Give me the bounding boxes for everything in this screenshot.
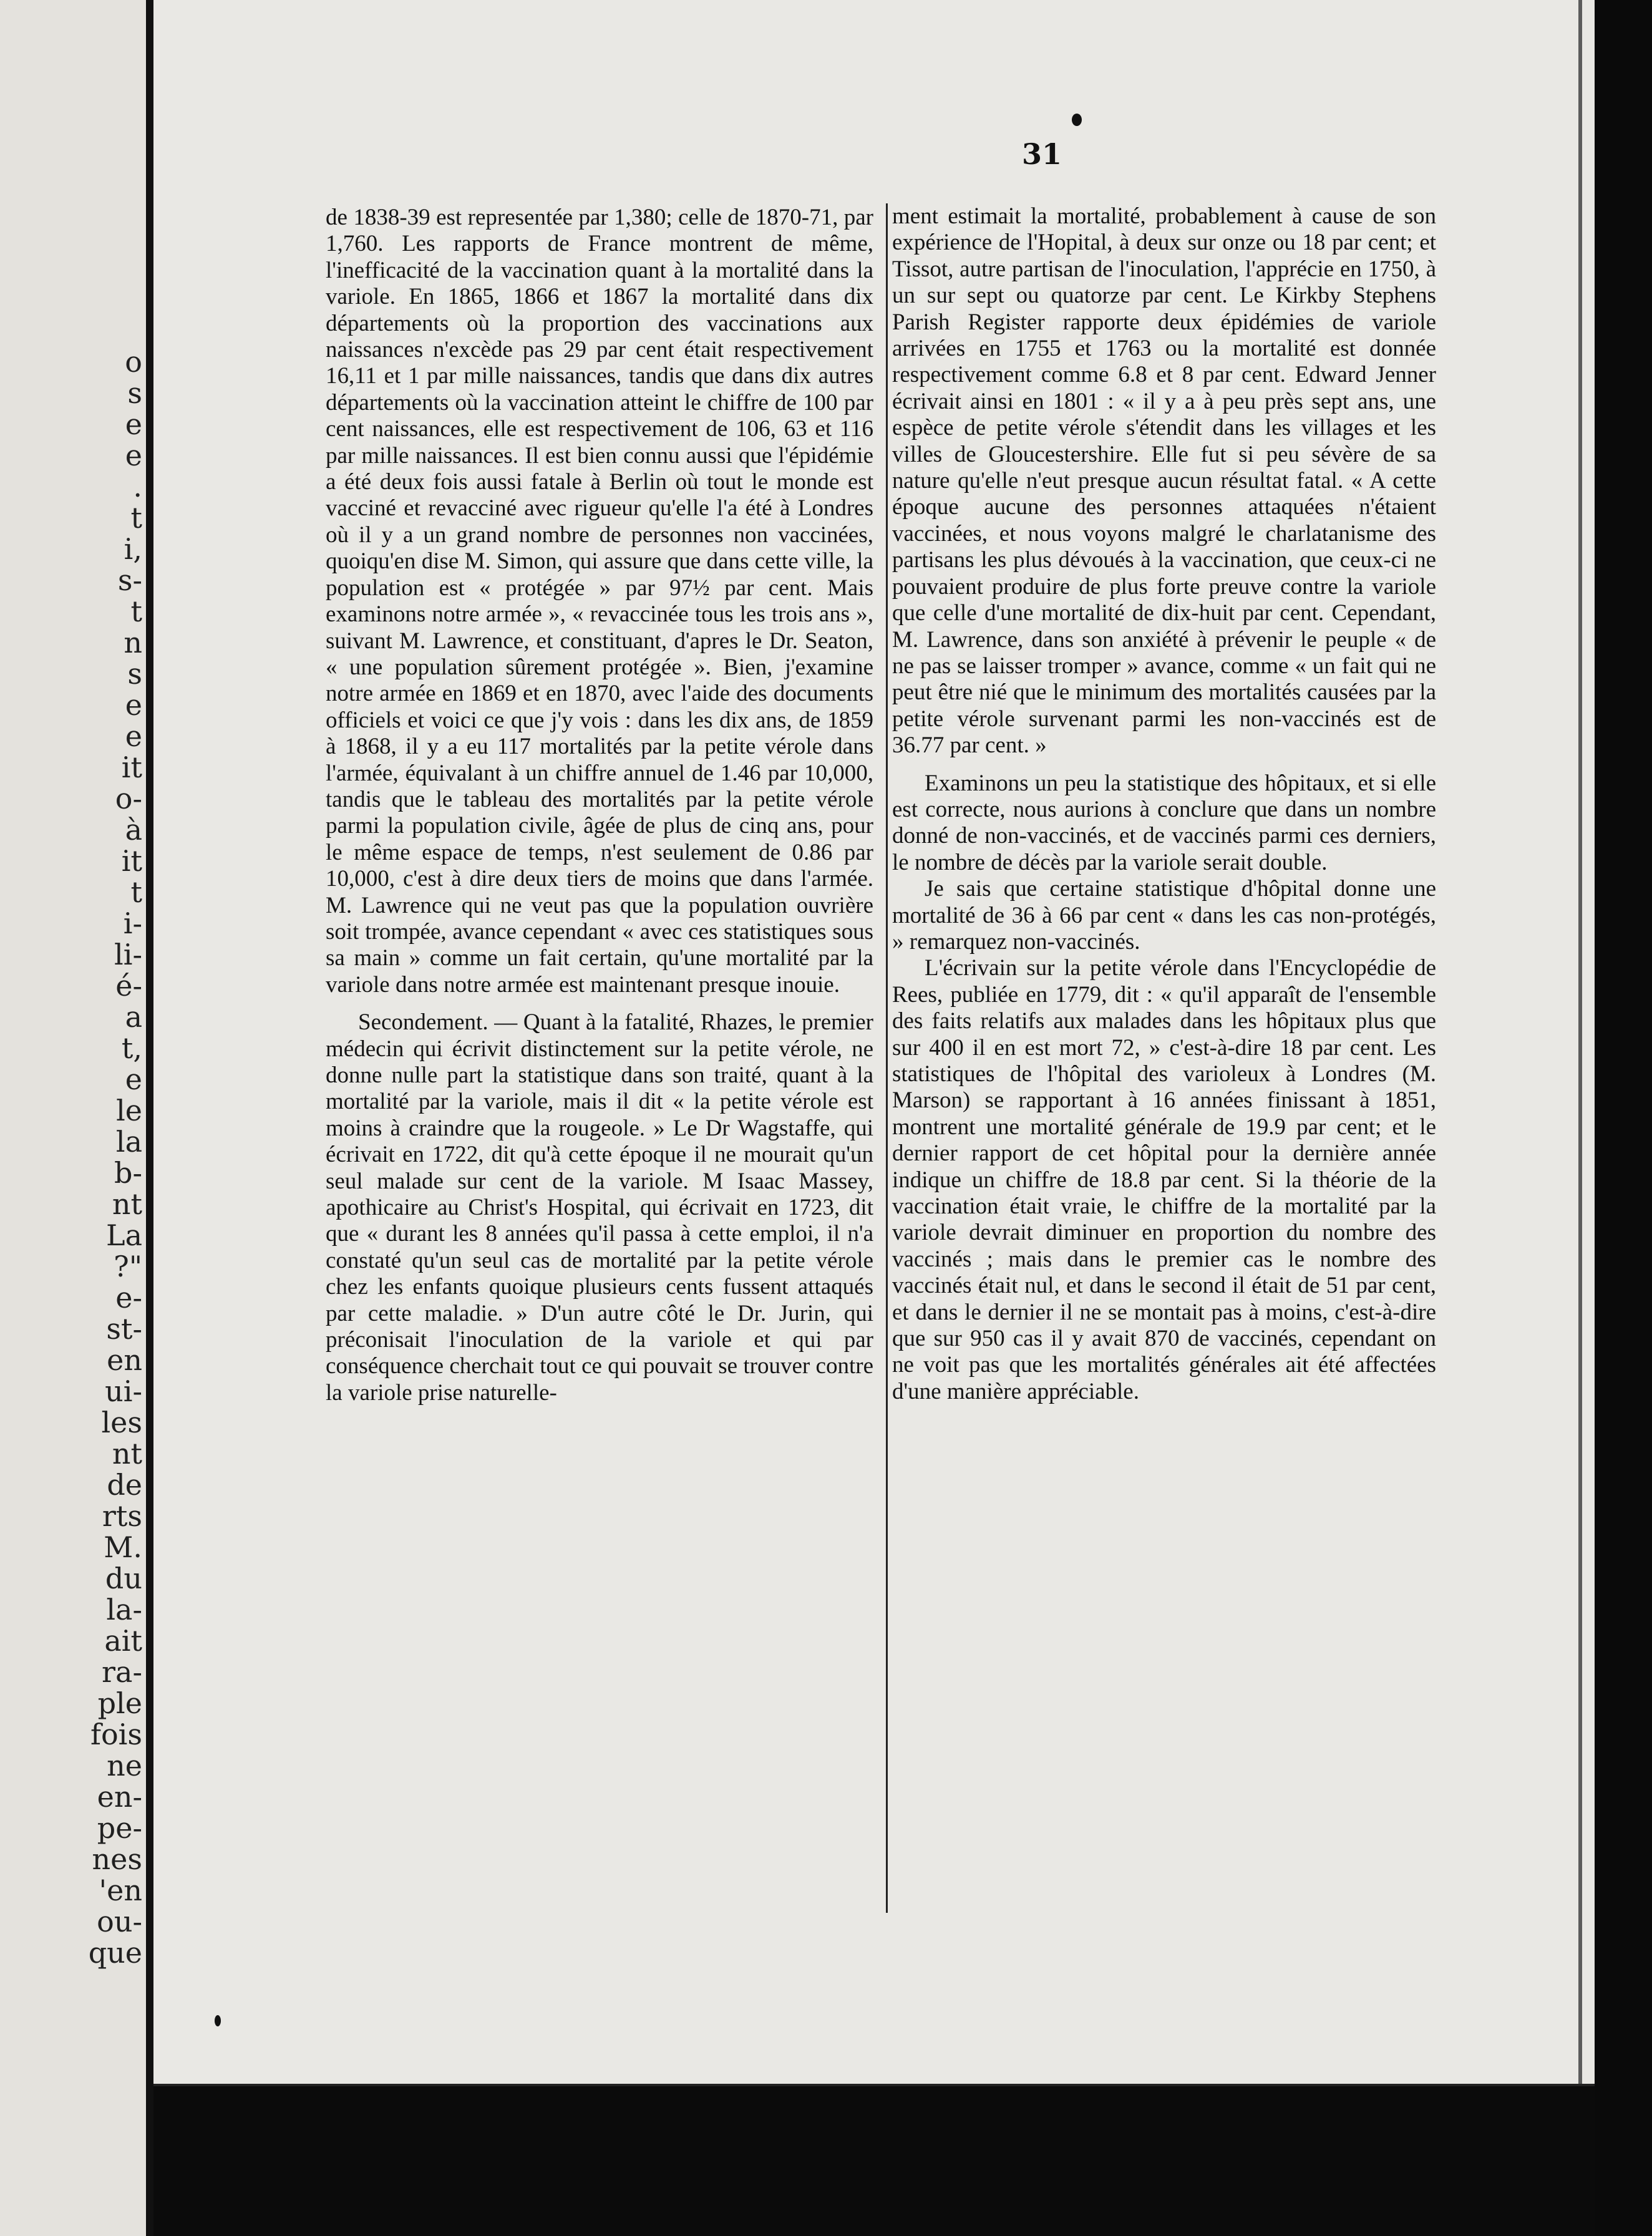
page-gutter-shadow [146,0,153,2236]
paragraph: L'écrivain sur la petite vérole dans l'Encyclopédie de Rees, publiée en 1779, dit : « qu'il apparaît de l'ensemble des faits relatifs aux malades dans les hôpitaux plus que sur 400 il en est mort 72, » c'est-à-dire 18 par cent. Les statistiques de l'hôpital des varioleux à Londres (M. Marson) se rapportant à 16 années finissant à 1851, montrent une mortalité générale de 19.9 par cent; et le dernier rapport de cet hôpital pour la dernière année indique un chiffre de 18.8 par cent. Si la théorie de la vaccination était vraie, le chiffre de la mortalité par la variole devrait diminuer en proportion du nombre des vaccinés ; mais dans le premier cas le nombre des vaccinés était nul, et dans le second il était de 51 par cent, et dans le dernier il ne se montait pas à moins, c'est-à-dire que sur 950 cas il y avait 870 de vaccinés, cependant on ne voit pas que les mortalités générales ait été affectées d'une manière appréciable. [892,955,1436,1404]
fragment-text: ple [97,1686,142,1720]
fragment-text: n [124,626,142,659]
fragment-text: e- [115,1281,142,1315]
right-text-column [892,203,1436,1405]
fragment-text: M. [104,1530,142,1564]
fragment-text: ne [107,1749,142,1782]
fragment-text: s [127,657,142,691]
paragraph: ment estimait la mortalité, probablement à cause de son expérience de l'Hopital, à deux sur onze ou 18 par cent; et Tissot, autre partisan de l'inoculation, l'apprécie en 1750, à un sur sept ou quatorze par cent. Le Kirkby Stephens Parish Register rapporte deux épidémies de variole arrivées en 1755 et 1763 ou la mortalité est donnée respectivement comme 6.8 et 8 par cent. Edward Jenner écrivait ainsi en 1801 : « il y a à peu près sept ans, une espèce de petite vérole s'étendit dans les villages et les villes de Gloucestershire. Elle fut si peu sévère de sa nature qu'elle n'eut presque aucun résultat fatal. « A cette époque aucune des personnes attaquées n'étaient vaccinées, et nous voyons malgré le charlatanisme des partisans les plus dévoués à la vaccination, que ceux-ci ne pouvaient produire de plus forte preuve contre la variole que celle d'une mortalité de dix-huit par cent. Cependant, M. Lawrence, dans son anxiété à prévenir le peuple « de ne pas se laisser tromper » avance, comme « un fait qui ne peut être nié que le minimum des mortalités causées par la petite vérole survenant parmi les non-vaccinés est de 36.77 par cent. » [892,203,1436,759]
paragraph: Examinons un peu la statistique des hôpitaux, et si elle est correcte, nous aurions à conclure que dans un nombre donné de non-vaccinés, et de vaccinés parmi ces derniers, le nombre de décès par la variole serait double. [892,770,1436,875]
fragment-text: ui- [105,1374,142,1408]
fragment-text: en- [97,1780,142,1814]
fragment-text: st- [106,1312,142,1346]
fragment-text: la- [106,1593,142,1626]
fragment-text: que [88,1936,142,1970]
fragment-text: it [121,751,142,784]
fragment-text: ?" [114,1250,142,1283]
previous-page-text-fragments [88,0,142,2236]
fragment-text: en [107,1343,142,1377]
fragment-text: t [130,875,142,909]
left-text-column [326,205,873,1406]
fragment-text: rts [102,1499,142,1533]
fragment-text: les [101,1406,142,1439]
column-divider [886,203,888,1913]
fragment-text: s- [117,563,142,597]
fragment-text: la [115,1125,142,1159]
fragment-text: t [130,501,142,535]
ink-spot [1072,114,1082,126]
fragment-text: e [125,439,142,472]
fragment-text: i, [124,532,142,566]
paragraph: de 1838-39 est representée par 1,380; celle de 1870-71, par 1,760. Les rapports de France montrent de même, l'inefficacité de la vaccination quant à la mortalité dans la variole. En 1865, 1866 et 1867 la mortalité dans dix départements où la proportion des vaccinations aux naissances n'excède pas 29 par cent était respectivement 16,11 et 1 par mille naissances, tandis que dans dix autres départements où la vaccination atteint le chiffre de 100 par cent naissances, elle est respectivement de 106, 63 et 116 par mille naissances. Il est bien connu aussi que l'épidémie a été deux fois aussi fatale à Berlin où tout le monde est vacciné et revacciné avec rigueur qu'elle l'a été à Londres où il y a un grand nombre de personnes non vaccinées, quoiqu'en dise M. Simon, qui assure que dans cette ville, la population est « protégée » par 97½ par cent. Mais examinons notre armée », « revaccinée tous les trois ans », suivant M. Lawrence, et constituant, d'apres le Dr. Seaton, « une population sûrement protégée ». Bien, j'examine notre armée en 1869 et en 1870, avec l'aide des documents officiels et voici ce que j'y vois : dans les dix ans, de 1859 à 1868, il y a eu 117 mortalités par la petite vérole dans l'armée, équivalant à un chiffre annuel de 1.46 par 10,000, tandis que le tableau des mortalités par la petite vérole parmi la population civile, âgée de plus de cinq ans, pour le même espace de temps, n'est seulement de 0.86 par 10,000, c'est à dire deux tiers de moins que dans l'armée. M. Lawrence qui ne veut pas que la population ouvrière soit trompée, avance cependant « avec ces statistiques sous sa main » comme un fait certain, qu'une mortalité par la variole dans notre armée est maintenant presque inouie. [326,205,873,998]
fragment-text: o- [115,782,142,815]
fragment-text: à [125,813,142,847]
fragment-text: 'en [99,1874,142,1907]
fragment-text: e [125,719,142,753]
fragment-text: de [107,1468,142,1502]
paragraph: Secondement. — Quant à la fatalité, Rhazes, le premier médecin qui écrivit distinctement sur la petite vérole, ne donne nulle part la statistique dans son traité, quant à la mortalité par la variole, mais il dit « la petite vérole est moins à craindre que la rougeole. » Le Dr Wagstaffe, qui écrivait en 1722, dit qu'à cette époque il ne mourait qu'un seul malade sur cent de la variole. M Isaac Massey, apothicaire au Christ's Hospital, qui écrivait en 1723, dit que « durant les 8 années qu'il passa à cette emploi, il n'a constaté qu'un seul cas de mortalité par la petite vérole chez les enfants quoique plusieurs cents fussent attaqués par cette maladie. » D'un autre côté le Dr. Jurin, qui préconisait l'inoculation de la variole et qui par conséquence cherchait tout ce qui pouvait se trouver contre la variole prise naturelle- [326,1009,873,1406]
fragment-text: é- [115,969,142,1003]
fragment-text: fois [90,1718,142,1751]
fragment-text: b- [114,1156,142,1190]
previous-page-edge [0,0,146,2236]
scan-border-right [1595,0,1652,2236]
page-number: 31 [1021,137,1062,171]
fragment-text: o [125,345,142,379]
fragment-text: i- [123,907,142,940]
fragment-text: le [116,1094,142,1127]
fragment-text: e [125,1062,142,1096]
fragment-text: pe- [97,1811,142,1845]
fragment-text: du [105,1562,142,1595]
page-right-edge [1578,0,1582,2084]
fragment-text: ou- [97,1905,142,1938]
fragment-text: ra- [102,1655,142,1689]
fragment-text: li- [114,938,142,971]
fragment-text: e [125,688,142,722]
fragment-text: t [130,595,142,628]
fragment-text: ait [104,1624,142,1658]
fragment-text: t, [121,1031,142,1065]
fragment-text: . [133,470,142,503]
fragment-text: nes [92,1842,142,1876]
ink-speck [215,2015,221,2026]
fragment-text: a [125,1000,142,1034]
paragraph: Je sais que certaine statistique d'hôpital donne une mortalité de 36 à 66 par cent « dans les cas non-protégés, » remarquez non-vaccinés. [892,876,1436,955]
fragment-text: nt [112,1187,142,1221]
fragment-text: e [125,407,142,441]
fragment-text: s [127,376,142,410]
fragment-text: La [106,1218,142,1252]
fragment-text: it [121,844,142,878]
fragment-text: nt [112,1437,142,1470]
